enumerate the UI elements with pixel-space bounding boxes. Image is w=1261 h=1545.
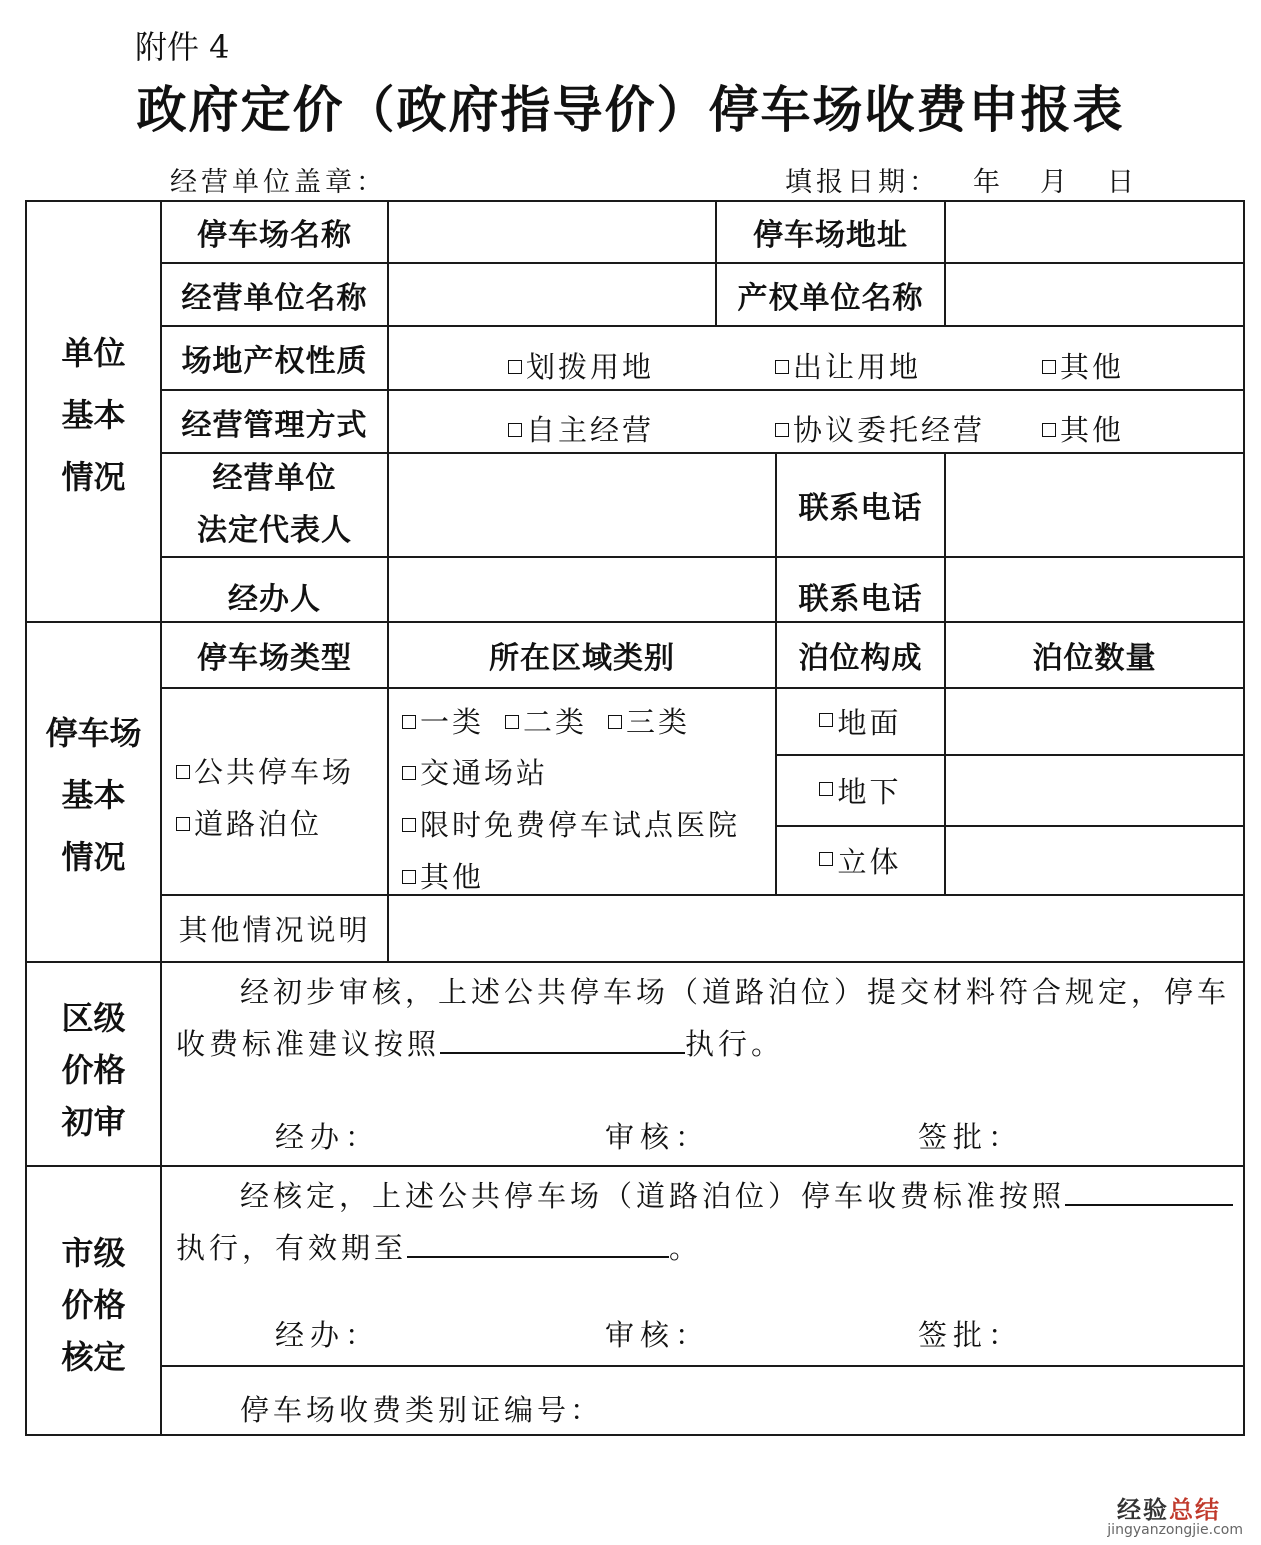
checkbox-icon [402, 766, 416, 780]
date-label: 填报日期： [785, 167, 940, 198]
checkbox-land-other[interactable]: 其他 [1042, 345, 1124, 386]
checkbox-icon [775, 360, 789, 374]
berth-count-underground-field[interactable] [946, 756, 1243, 825]
berth-count-multistorey-field[interactable] [946, 827, 1243, 894]
city-standard-blank[interactable] [1065, 1174, 1233, 1206]
checkbox-icon [1042, 360, 1056, 374]
checkbox-class-2[interactable]: 二类 [505, 700, 587, 741]
checkbox-icon [508, 423, 522, 437]
date-day: 日 [1107, 167, 1138, 198]
city-approval-text-line1: 经核定，上述公共停车场（道路泊位）停车收费标准按照 [240, 1170, 1233, 1222]
operator-name-field[interactable] [389, 264, 715, 325]
section-label-unit-basic: 单位 基本 情况 [61, 334, 126, 496]
watermark-brand: 经验总结 [1117, 1496, 1221, 1524]
validity-date-blank[interactable] [407, 1226, 669, 1258]
checkbox-berth-underground[interactable]: 地下 [777, 756, 944, 825]
label-other-notes: 其他情况说明 [178, 913, 371, 947]
district-review-text-line2: 收费标准建议按照 执行。 [176, 1018, 784, 1070]
checkbox-berth-ground[interactable]: 地面 [777, 689, 944, 754]
header-berth-count: 泊位数量 [1032, 641, 1157, 676]
checkbox-icon [775, 423, 789, 437]
checkbox-icon [505, 715, 519, 729]
label-phone-2: 联系电话 [798, 582, 923, 617]
section-label-parking-basic: 停车场 基本 情况 [45, 714, 142, 876]
header-parking-type: 停车场类型 [197, 641, 352, 676]
page-title: 政府定价（政府指导价）停车场收费申报表 [136, 81, 1125, 139]
checkbox-class-3[interactable]: 三类 [608, 700, 690, 741]
checkbox-icon [176, 765, 190, 779]
label-phone-1: 联系电话 [798, 491, 923, 526]
label-legal-representative: 经营单位 法定代表人 [197, 461, 352, 548]
checkbox-icon [1042, 423, 1056, 437]
label-parking-address: 停车场地址 [753, 218, 908, 253]
city-sign-handler: 经办： [275, 1318, 381, 1352]
checkbox-icon [608, 715, 622, 729]
header-region-category: 所在区域类别 [489, 641, 675, 676]
checkbox-class-1[interactable]: 一类 [402, 700, 484, 741]
city-approval-text-line2: 执行，有效期至 。 [176, 1222, 702, 1274]
berth-count-ground-field[interactable] [946, 689, 1243, 754]
header-berth-composition: 泊位构成 [798, 641, 923, 676]
parking-name-field[interactable] [389, 202, 715, 262]
checkbox-icon [508, 360, 522, 374]
handler-field[interactable] [389, 558, 775, 621]
label-operator-name: 经营单位名称 [181, 280, 368, 316]
seal-label: 经营单位盖章： [170, 167, 387, 198]
parking-address-field[interactable] [946, 202, 1243, 262]
date-year: 年 [973, 167, 1004, 198]
label-owner-name: 产权单位名称 [737, 280, 924, 316]
checkbox-pilot-hospital[interactable]: 限时免费停车试点医院 [402, 803, 740, 844]
checkbox-icon [819, 782, 833, 796]
checkbox-berth-multistorey[interactable]: 立体 [777, 827, 944, 894]
checkbox-icon [402, 818, 416, 832]
section-label-district-review: 区级 价格 初审 [61, 999, 126, 1141]
checkbox-region-other[interactable]: 其他 [402, 855, 484, 896]
district-review-text-line1: 经初步审核，上述公共停车场（道路泊位）提交材料符合规定，停车 [240, 975, 1231, 1009]
checkbox-management-other[interactable]: 其他 [1042, 408, 1124, 449]
checkbox-icon [402, 870, 416, 884]
certificate-number-label: 停车场收费类别证编号： [240, 1393, 604, 1427]
district-sign-handler: 经办： [275, 1120, 381, 1154]
checkbox-icon [176, 817, 190, 831]
other-notes-field[interactable] [389, 896, 1243, 961]
section-label-city-approval: 市级 价格 核定 [61, 1234, 126, 1376]
checkbox-self-operated[interactable]: 自主经营 [508, 408, 654, 449]
legal-representative-field[interactable] [389, 454, 775, 556]
checkbox-transport-station[interactable]: 交通场站 [402, 751, 548, 792]
checkbox-icon [402, 715, 416, 729]
attachment-number: 附件 4 [135, 28, 230, 66]
district-sign-approver: 签批： [918, 1120, 1024, 1154]
checkbox-allocated-land[interactable]: 划拨用地 [508, 345, 654, 386]
phone-field-1[interactable] [946, 454, 1243, 556]
watermark-url: jingyanzongjie.com [1107, 1522, 1243, 1538]
city-sign-approver: 签批： [918, 1318, 1024, 1352]
label-land-property: 场地产权性质 [181, 344, 368, 379]
checkbox-road-berth[interactable]: 道路泊位 [176, 802, 322, 843]
district-standard-blank[interactable] [440, 1022, 685, 1054]
phone-field-2[interactable] [946, 558, 1243, 621]
checkbox-transferred-land[interactable]: 出让用地 [775, 345, 921, 386]
label-handler: 经办人 [228, 582, 321, 617]
owner-name-field[interactable] [946, 264, 1243, 325]
district-sign-reviewer: 审核： [605, 1120, 711, 1154]
label-parking-name: 停车场名称 [197, 218, 352, 253]
label-management-mode: 经营管理方式 [181, 407, 368, 443]
checkbox-icon [819, 713, 833, 727]
checkbox-icon [819, 852, 833, 866]
date-month: 月 [1040, 167, 1071, 198]
checkbox-public-parking[interactable]: 公共停车场 [176, 750, 354, 791]
city-sign-reviewer: 审核： [605, 1318, 711, 1352]
checkbox-entrusted[interactable]: 协议委托经营 [775, 408, 985, 449]
